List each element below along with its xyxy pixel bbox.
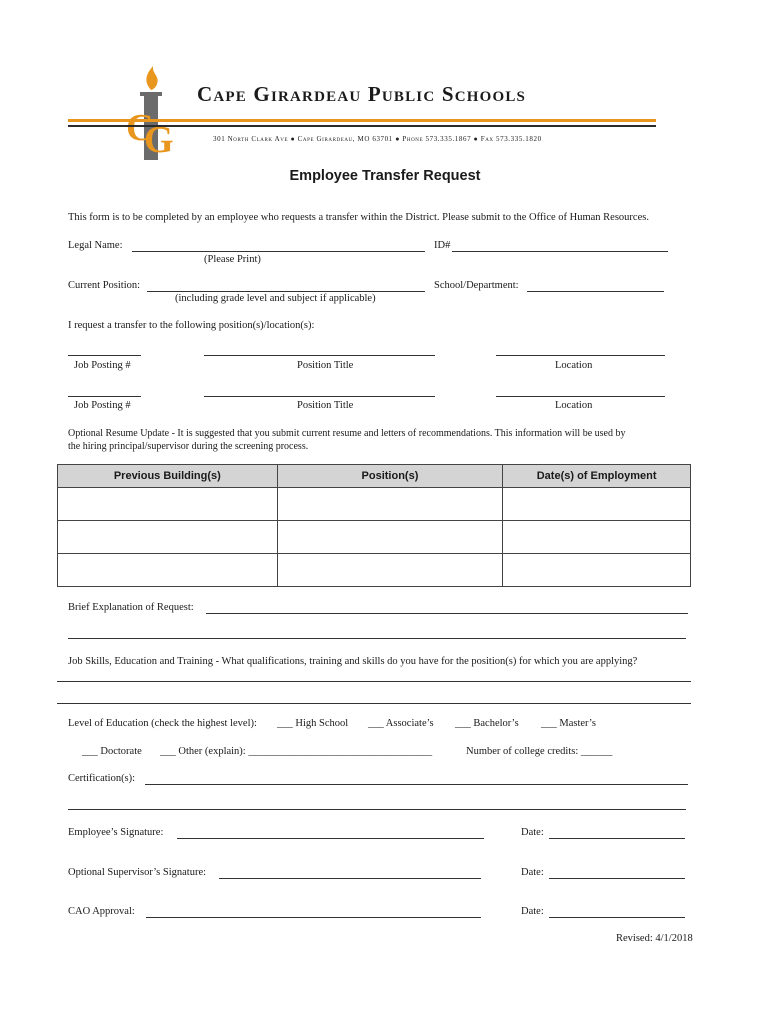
position-cell[interactable] xyxy=(277,488,503,521)
table-row xyxy=(58,521,691,554)
header-dark-rule xyxy=(68,125,656,127)
brief-explanation-label: Brief Explanation of Request: xyxy=(68,602,194,613)
table-row xyxy=(58,488,691,521)
option-masters[interactable]: ___ Master’s xyxy=(541,718,596,729)
supervisor-date-field[interactable] xyxy=(549,878,685,879)
job-skills-field-2[interactable] xyxy=(57,703,691,704)
org-name: Cape Girardeau Public Schools xyxy=(197,82,527,106)
employee-signature-label: Employee’s Signature: xyxy=(68,827,164,838)
job-posting-field-2[interactable] xyxy=(68,396,141,397)
header-orange-rule xyxy=(68,119,656,122)
certifications-label: Certification(s): xyxy=(68,773,136,784)
building-cell[interactable] xyxy=(58,521,278,554)
request-statement: I request a transfer to the following position(s)/location(s): xyxy=(68,320,315,331)
option-bachelors[interactable]: ___ Bachelor’s xyxy=(455,718,519,729)
intro-text: This form is to be completed by an employee who requests a transfer within the District. Please submit to the Office of Human Resources. xyxy=(68,212,649,223)
district-logo xyxy=(120,66,190,162)
table-row xyxy=(58,554,691,587)
id-field[interactable] xyxy=(452,251,668,252)
brief-explanation-field-1[interactable] xyxy=(206,613,688,614)
resume-note-line-2: the hiring principal/supervisor during the screening process. xyxy=(68,441,309,452)
position-title-label-1: Position Title xyxy=(297,360,354,371)
cao-approval-field[interactable] xyxy=(146,917,481,918)
cao-date-label: Date: xyxy=(521,906,544,917)
please-print-note: (Please Print) xyxy=(204,254,261,265)
supervisor-date-label: Date: xyxy=(521,867,544,878)
legal-name-label: Legal Name: xyxy=(68,240,123,251)
dates-cell[interactable] xyxy=(503,488,691,521)
supervisor-signature-field[interactable] xyxy=(219,878,481,879)
id-label: ID# xyxy=(434,240,451,251)
form-title: Employee Transfer Request xyxy=(289,168,481,184)
svg-text:C: C xyxy=(126,107,154,149)
header-previous-buildings: Previous Building(s) xyxy=(58,465,278,488)
job-posting-field-1[interactable] xyxy=(68,355,141,356)
dates-cell[interactable] xyxy=(503,554,691,587)
table-header-row xyxy=(58,465,691,488)
school-department-field[interactable] xyxy=(527,291,664,292)
svg-text:G: G xyxy=(144,119,174,161)
job-posting-label-2: Job Posting # xyxy=(74,400,131,411)
job-posting-label-1: Job Posting # xyxy=(74,360,131,371)
employment-history-table xyxy=(57,464,691,587)
position-cell[interactable] xyxy=(277,554,503,587)
brief-explanation-field-2[interactable] xyxy=(68,638,686,639)
position-title-label-2: Position Title xyxy=(297,400,354,411)
cao-date-field[interactable] xyxy=(549,917,685,918)
certifications-field-2[interactable] xyxy=(68,809,686,810)
location-label-2: Location xyxy=(555,400,593,411)
employee-date-field[interactable] xyxy=(549,838,685,839)
revision-date: Revised: 4/1/2018 xyxy=(616,933,693,944)
supervisor-signature-label: Optional Supervisor’s Signature: xyxy=(68,867,207,878)
cao-approval-label: CAO Approval: xyxy=(68,906,135,917)
location-field-1[interactable] xyxy=(496,355,665,356)
building-cell[interactable] xyxy=(58,488,278,521)
location-field-2[interactable] xyxy=(496,396,665,397)
position-title-field-2[interactable] xyxy=(204,396,435,397)
employee-signature-field[interactable] xyxy=(177,838,484,839)
position-title-field-1[interactable] xyxy=(204,355,435,356)
header-positions: Position(s) xyxy=(277,465,503,488)
building-cell[interactable] xyxy=(58,554,278,587)
employee-date-label: Date: xyxy=(521,827,544,838)
location-label-1: Location xyxy=(555,360,593,371)
education-level-label: Level of Education (check the highest level): xyxy=(68,718,257,729)
option-doctorate[interactable]: ___ Doctorate xyxy=(82,746,142,757)
current-position-label: Current Position: xyxy=(68,280,141,291)
option-high-school[interactable]: ___ High School xyxy=(277,718,349,729)
grade-level-note: (including grade level and subject if applicable) xyxy=(175,293,376,304)
legal-name-field[interactable] xyxy=(132,251,425,252)
header-dates-of-employment: Date(s) of Employment xyxy=(503,465,691,488)
college-credits-field[interactable]: Number of college credits: ______ xyxy=(466,746,613,757)
school-department-label: School/Department: xyxy=(434,280,519,291)
dates-cell[interactable] xyxy=(503,521,691,554)
current-position-field[interactable] xyxy=(147,291,425,292)
option-other[interactable]: ___ Other (explain): ___________________________________ xyxy=(160,746,433,757)
resume-note-line-1: Optional Resume Update - It is suggested that you submit current resume and letters of recommendations. This information will be used by xyxy=(68,428,626,439)
job-skills-label: Job Skills, Education and Training - What qualifications, training and skills do you have for the position(s) for which you are applying? xyxy=(68,656,638,667)
option-associates[interactable]: ___ Associate’s xyxy=(368,718,434,729)
address-line: 301 North Clark Ave ● Cape Girardeau, MO 63701 ● Phone 573.335.1867 ● Fax 573.335.1820 xyxy=(213,135,542,143)
certifications-field-1[interactable] xyxy=(145,784,688,785)
position-cell[interactable] xyxy=(277,521,503,554)
job-skills-field-1[interactable] xyxy=(57,681,691,682)
